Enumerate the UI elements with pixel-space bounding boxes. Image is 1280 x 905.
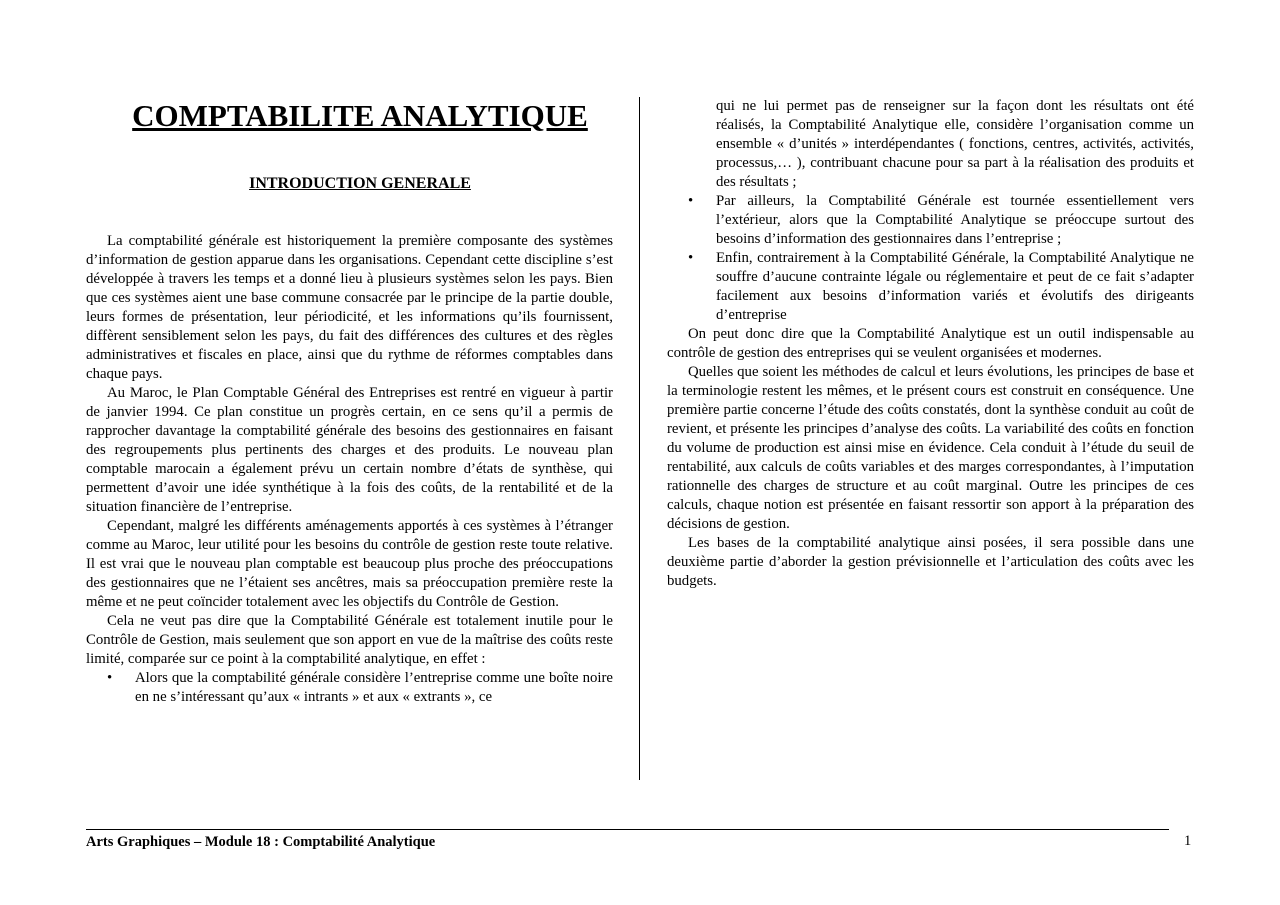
bullet-icon: •: [107, 670, 113, 686]
list-item-continued: [667, 97, 1194, 192]
paragraph: Les bases de la comptabilité analytique ainsi posées, il sera possible dans une deuxième partie d’aborder la gestion prévisionnelle et l’articulation des coûts avec les budgets.: [667, 535, 1194, 589]
paragraph: Cependant, malgré les différents aménagements apportés à ces systèmes à l’étranger comme au Maroc, leur utilité pour les besoins du contrôle de gestion reste toute relative. Il est vrai que le nouveau plan comptable est beaucoup plus proche des préoccupations des gestionnaires que ne l’étaient ses ancêtres, mais sa préoccupation première reste la même et ne peut coïncider totalement avec les objectifs du Contrôle de Gestion.: [86, 518, 613, 610]
list-item: [667, 249, 1194, 325]
list-item: [667, 192, 1194, 249]
page-title: COMPTABILITE ANALYTIQUE: [132, 98, 588, 133]
section-title: INTRODUCTION GENERALE: [249, 175, 471, 192]
left-column: [86, 232, 613, 707]
right-column: [667, 97, 1194, 591]
list-item: [86, 669, 613, 707]
footer-divider: [86, 829, 1169, 830]
bullet-list: [667, 97, 1194, 325]
list-item-text: Par ailleurs, la Comptabilité Générale est tournée essentiellement vers l’extérieur, alors que la Comptabilité Analytique se préoccupe surtout des besoins d’information des gestionnaires dans l’entreprise ;: [716, 193, 1194, 247]
paragraph: Au Maroc, le Plan Comptable Général des Entreprises est rentré en vigueur à partir de janvier 1994. Ce plan constitue un progrès certain, en ce sens qu’il a permis de rapprocher davantage la comptabilité générale des besoins des gestionnaires en faisant des regroupements plus pertinents des charges et des produits. Le nouveau plan comptable marocain a également prévu un certain nombre d’états de synthèse, qui permettent d’avoir une idée synthétique à la fois des coûts, de la rentabilité et de la situation financière de l’entreprise.: [86, 385, 613, 515]
column-divider: [639, 97, 640, 780]
paragraph: Cela ne veut pas dire que la Comptabilité Générale est totalement inutile pour le Contrôle de Gestion, mais seulement que son apport en vue de la maîtrise des coûts reste limité, comparée sur ce point à la comptabilité analytique, en effet :: [86, 613, 613, 667]
bullet-list: [86, 669, 613, 707]
paragraph: On peut donc dire que la Comptabilité Analytique est un outil indispensable au contrôle de gestion des entreprises qui se veulent organisées et modernes.: [667, 326, 1194, 361]
list-item-text: Alors que la comptabilité générale considère l’entreprise comme une boîte noire en ne s’intéressant qu’aux « intrants » et aux « extrants », ce: [135, 670, 613, 705]
list-item-text: Enfin, contrairement à la Comptabilité Générale, la Comptabilité Analytique ne souffre d’aucune contrainte légale ou réglementaire et peut de ce fait s’adapter facilement aux besoins d’information variés et évolutifs des dirigeants d’entreprise: [716, 250, 1194, 323]
list-item-text: qui ne lui permet pas de renseigner sur la façon dont les résultats ont été réalisés, la Comptabilité Analytique elle, considère l’organisation comme un ensemble « d’unités » interdépendantes ( fonctions, centres, activités, activités, processus,… ), contribuant chacune pour sa part à la réalisation des produits et des résultats ;: [716, 98, 1194, 190]
bullet-icon: •: [688, 193, 694, 209]
page-number: 1: [1184, 833, 1192, 849]
paragraph: Quelles que soient les méthodes de calcul et leurs évolutions, les principes de base et la terminologie restent les mêmes, et le présent cours est construit en conséquence. Une première partie concerne l’étude des coûts constatés, dont la synthèse conduit au coût de revient, et présente les principes d’analyse des coûts. La variabilité des coûts en fonction du volume de production est ainsi mise en évidence. Cela conduit à l’étude du seuil de rentabilité, aux calculs de coûts variables et des marges correspondantes, à l’imputation rationnelle des charges de structure et au coût marginal. Outre les principes de ces calculs, chaque notion est présentée en faisant ressortir son apport à la préparation des décisions de gestion.: [667, 364, 1194, 532]
paragraph: La comptabilité générale est historiquement la première composante des systèmes d’information de gestion apparue dans les organisations. Cependant cette discipline s’est développée à travers les temps et a donné lieu à plusieurs systèmes selon les pays. Bien que ces systèmes aient une base commune consacrée par le principe de la partie double, leurs formes de présentation, leur périodicité, et les informations qu’ils fournissent, diffèrent sensiblement selon les pays, du fait des différences des cultures et des règles administratives et fiscales en place, ainsi que du rythme de réformes comptables dans chaque pays.: [86, 233, 613, 382]
footer-text: Arts Graphiques – Module 18 : Comptabilité Analytique: [86, 834, 436, 850]
bullet-icon: •: [688, 250, 694, 266]
